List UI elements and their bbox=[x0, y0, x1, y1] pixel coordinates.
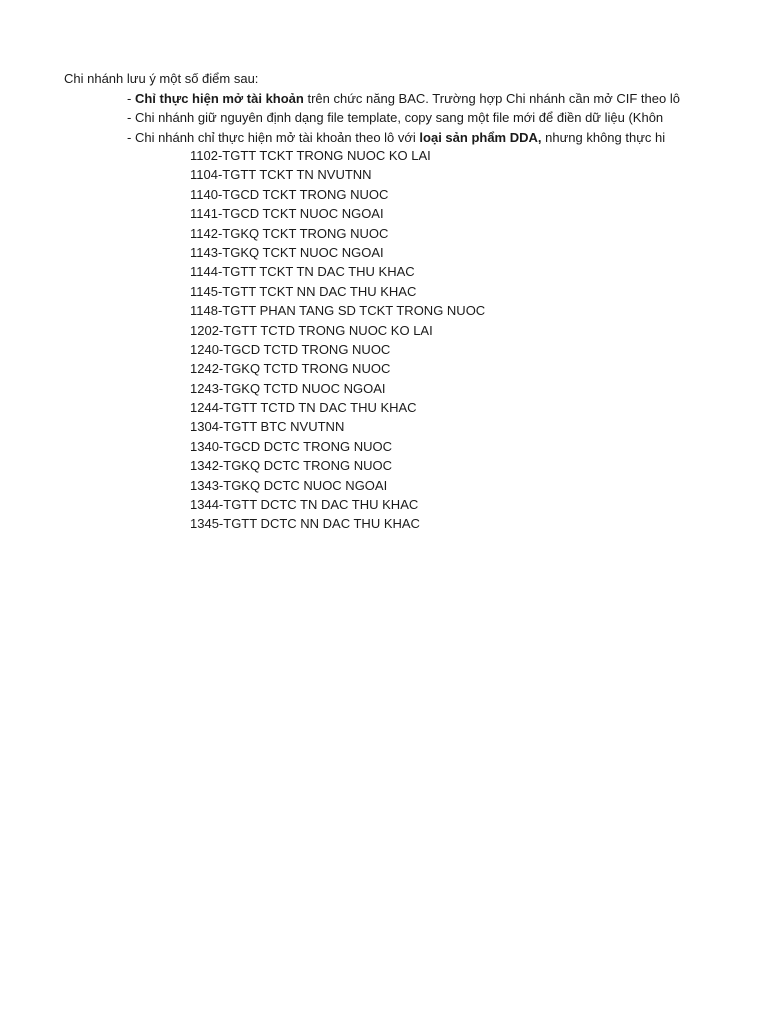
note-2-prefix: - bbox=[127, 110, 135, 125]
product-item: 1340-TGCD DCTC TRONG NUOC bbox=[190, 438, 393, 454]
product-item: 1244-TGTT TCTD TN DAC THU KHAC bbox=[190, 400, 417, 416]
note-2-text: Chi nhánh giữ nguyên định dạng file template, copy sang một file mới để điền dữ liệu (Khôn bbox=[134, 110, 664, 125]
note-line-1 bbox=[127, 89, 691, 108]
product-item: 1344-TGTT DCTC TN DAC THU KHAC bbox=[190, 497, 419, 513]
note-3-lead: Chi nhánh chỉ thực hiện mở tài khoản theo lô với bbox=[134, 129, 420, 145]
product-list bbox=[190, 146, 485, 534]
note-1-rest: trên chức năng BAC. Trường hợp Chi nhánh cần mở CIF theo lô bbox=[303, 90, 680, 106]
product-item: 1104-TGTT TCKT TN NVUTNN bbox=[190, 167, 372, 183]
product-item: 1140-TGCD TCKT TRONG NUOC bbox=[190, 186, 389, 202]
product-item: 1242-TGKQ TCTD TRONG NUOC bbox=[190, 361, 391, 377]
note-1-prefix: - bbox=[127, 90, 135, 106]
product-item: 1304-TGTT BTC NVUTNN bbox=[190, 419, 345, 435]
product-item: 1145-TGTT TCKT NN DAC THU KHAC bbox=[190, 283, 417, 299]
product-item: 1345-TGTT DCTC NN DAC THU KHAC bbox=[190, 516, 420, 532]
product-item: 1102-TGTT TCKT TRONG NUOC KO LAI bbox=[190, 148, 431, 163]
product-item: 1243-TGKQ TCTD NUOC NGOAI bbox=[190, 380, 386, 396]
note-1-bold: Chỉ thực hiện mở tài khoản bbox=[134, 90, 304, 106]
note-3-bold: loại sản phẩm DDA, bbox=[419, 129, 542, 145]
product-item: 1143-TGKQ TCKT NUOC NGOAI bbox=[190, 244, 384, 260]
intro-text: Chi nhánh lưu ý một số điểm sau: bbox=[64, 71, 259, 86]
note-3-rest: nhưng không thực hi bbox=[541, 129, 666, 145]
product-item: 1142-TGKQ TCKT TRONG NUOC bbox=[190, 225, 389, 241]
product-item: 1144-TGTT TCKT TN DAC THU KHAC bbox=[190, 264, 415, 280]
product-item: 1141-TGCD TCKT NUOC NGOAI bbox=[190, 206, 384, 222]
product-item: 1240-TGCD TCTD TRONG NUOC bbox=[190, 341, 391, 357]
product-item: 1343-TGKQ DCTC NUOC NGOAI bbox=[190, 477, 388, 493]
product-item: 1202-TGTT TCTD TRONG NUOC KO LAI bbox=[190, 322, 433, 338]
note-line-2 bbox=[127, 108, 691, 127]
product-item: 1342-TGKQ DCTC TRONG NUOC bbox=[190, 458, 393, 474]
product-item: 1148-TGTT PHAN TANG SD TCKT TRONG NUOC bbox=[190, 303, 486, 319]
note-line-3 bbox=[127, 128, 691, 147]
note-3-prefix: - bbox=[127, 129, 135, 145]
